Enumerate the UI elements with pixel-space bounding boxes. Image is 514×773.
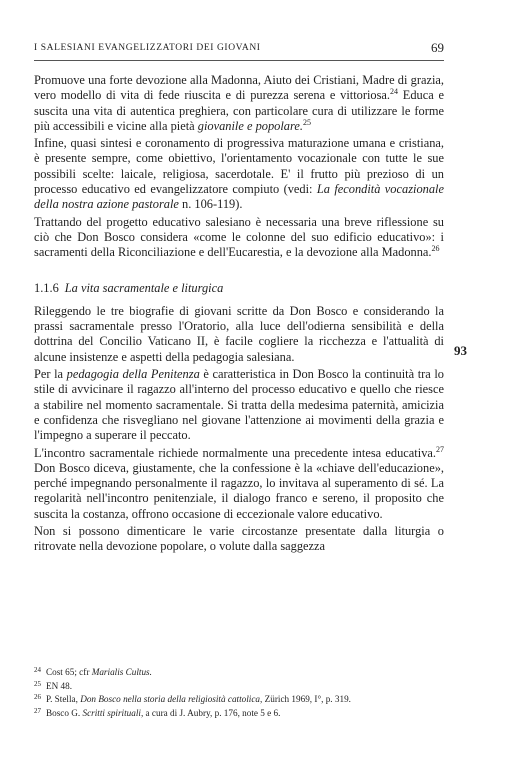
footnote-number: 26: [34, 693, 41, 702]
paragraph: [34, 446, 444, 522]
footnote-italic: Don Bosco nella storia della religiosità cattolica,: [80, 694, 263, 705]
paragraph-text: è caratteristica in Don Bosco la continuità tra lo stile di avvicinare il ragazzo all'interno del processo educativo e quello che riesce a stabilire nel momento sacramentale. Si tratta della medesima paternità, amicizia e confidenza che risvegliano nel giovane l'attenzione ai movimenti della grazia e l'impegno a superare il peccato.: [34, 367, 444, 443]
footnote-text: Zürich 1969, I°, p. 319.: [262, 694, 351, 705]
footnote-number: 24: [34, 666, 41, 674]
footnote-number: 25: [34, 679, 41, 688]
paragraph-text: L'incontro sacramentale richiede normalmente una precedente intesa educativa.: [34, 445, 436, 460]
italic-phrase: pedagogia della Penitenza: [66, 367, 200, 382]
paragraph-text: Educa e suscita una vita di autentica preghiera, con particolare cura di utilizzare le forme più accessibili e vicine alla pietà: [34, 88, 444, 133]
section-number: 1.1.6: [34, 280, 59, 295]
section-heading: [34, 281, 444, 296]
page-number: 69: [431, 40, 444, 55]
paragraph-text: Non si possono dimenticare le varie circostanze presentate dalla liturgia o ritrovate nella devozione popolare, o volute dalla saggezza: [34, 524, 444, 554]
paragraph: [34, 367, 444, 443]
footnote-text: a cura di J. Aubry, p. 176, note 5 e 6.: [143, 707, 281, 718]
italic-phrase: La fecondità vocazionale della nostra azione pastorale: [34, 182, 444, 212]
footnote-ref: 24: [390, 87, 399, 97]
footnote-text: P. Stella,: [46, 694, 81, 705]
paragraph: [34, 304, 444, 365]
footnotes: [34, 665, 464, 719]
footnote-text: Bosco G.: [46, 707, 83, 718]
footnote: [34, 665, 464, 679]
paragraph-text: Rileggendo le tre biografie di giovani scritte da Don Bosco e considerando la prassi sacramentale presso l'Oratorio, alla luce dell'odierna sensibilità e della dottrina del Concilio Vaticano II, è facile cogliere la ricchezza e l'attualità di alcune insistenze e aspetti della pedagogia salesiana.: [34, 303, 444, 364]
paragraph-text: Infine, quasi sintesi e coronamento di progressiva maturazione umana e cristiana, è presente sempre, come obiettivo, l'orientamento vocazionale con tutte le sue possibili scelte: laicale, religiosa, sacerdotale. E' il frutto più prezioso di un processo educativo ed evangelizzatore compiuto (vedi:: [34, 136, 444, 197]
section-title: La vita sacramentale e liturgica: [64, 280, 224, 295]
footnote-italic: Marialis Cultus.: [91, 667, 152, 677]
paragraph: [34, 215, 444, 261]
italic-phrase: giovanile e popolare.: [197, 118, 303, 133]
running-title: I SALESIANI EVANGELIZZATORI DEI GIOVANI: [34, 43, 261, 53]
footnote-text: EN 48.: [46, 680, 73, 691]
paragraph: [34, 524, 444, 555]
paragraph-text: Don Bosco diceva, giustamente, che la confessione è la «chiave dell'educazione», perché impegnando personalmente il ragazzo, lo invitava al superamento di sé. La regolarità nell'incontro penitenziale, il dialogo franco e sereno, il proposito che suscita la costanza, offrono occasione di eccezionale valore educativo.: [34, 460, 444, 521]
running-header: [34, 40, 444, 61]
paragraph-text: Per la: [34, 367, 67, 382]
footnote: [34, 679, 464, 693]
margin-number: 93: [454, 343, 467, 358]
footnote-number: 27: [34, 706, 41, 715]
paragraph: [34, 136, 444, 212]
footnote: [34, 706, 464, 720]
footnote-ref: 25: [302, 117, 311, 127]
paragraph-text: Trattando del progetto educativo salesiano è necessaria una breve riflessione su ciò che Don Bosco considera «come le colonne del suo edificio educativo»: i sacramenti della Riconciliazione e dell'Eucarestia, e la devozione alla Madonna.: [34, 214, 444, 260]
footnote-italic: Scritti spirituali,: [82, 707, 144, 718]
footnote-ref: 27: [436, 444, 444, 454]
main-text: [34, 73, 444, 557]
paragraph-text: n. 106-119).: [178, 197, 243, 212]
footnote: [34, 692, 464, 706]
paragraph: [34, 73, 444, 134]
footnote-text: Cost 65; cfr: [46, 667, 92, 677]
footnote-ref: 26: [431, 244, 440, 254]
paragraph-text: Promuove una forte devozione alla Madonna, Aiuto dei Cristiani, Madre di grazia, vero modello di vita di fede riuscita e di purezza serena e vittoriosa.: [34, 73, 444, 103]
